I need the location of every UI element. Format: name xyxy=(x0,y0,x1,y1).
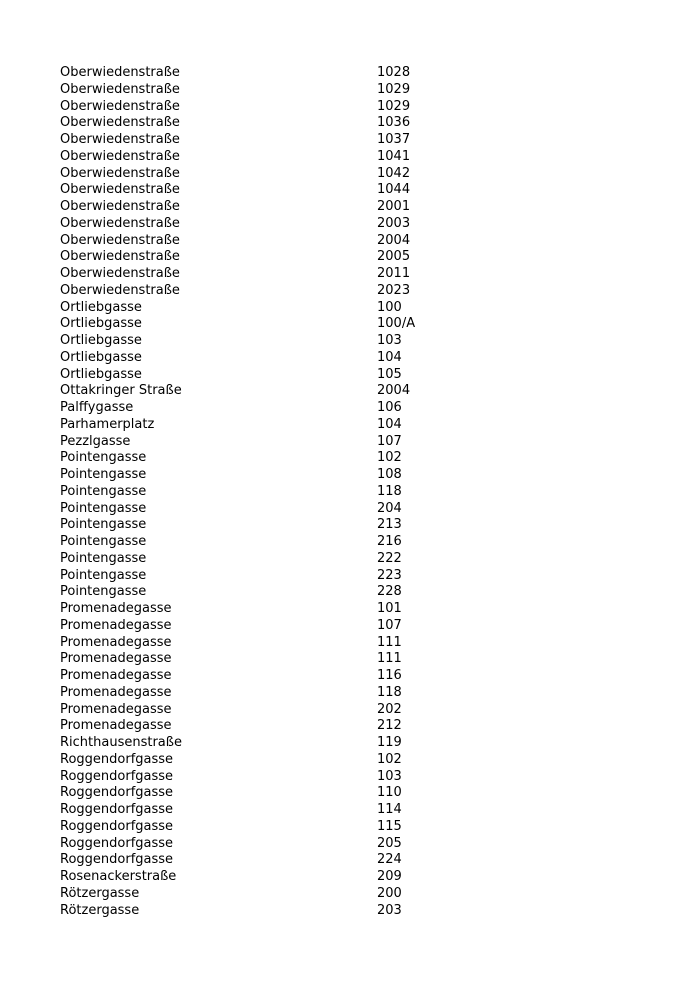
house-number: 2004 xyxy=(377,383,411,399)
street-name: Palffygasse xyxy=(60,400,134,415)
list-item xyxy=(60,501,660,518)
house-number: 204 xyxy=(377,500,402,516)
house-number: 100/A xyxy=(377,316,416,332)
street-name: Promenadegasse xyxy=(60,684,172,700)
house-number: 216 xyxy=(377,534,402,549)
list-item xyxy=(60,668,660,685)
house-number: 110 xyxy=(377,785,402,801)
street-name: Pointengasse xyxy=(60,567,147,583)
list-item xyxy=(60,534,660,551)
street-name: Oberwiedenstraße xyxy=(60,165,180,181)
house-number: 103 xyxy=(377,333,402,348)
list-item xyxy=(60,65,660,82)
house-number: 115 xyxy=(377,818,402,834)
street-name: Promenadegasse xyxy=(60,651,172,667)
street-name: Roggendorfgasse xyxy=(60,835,174,851)
house-number: 1041 xyxy=(377,148,411,164)
street-name: Pointengasse xyxy=(60,467,147,482)
house-number: 223 xyxy=(377,567,402,583)
house-number: 104 xyxy=(377,349,402,365)
house-number: 1044 xyxy=(377,182,411,198)
street-name: Oberwiedenstraße xyxy=(60,98,180,114)
street-name: Ortliebgasse xyxy=(60,366,142,382)
house-number: 200 xyxy=(377,885,402,901)
list-item xyxy=(60,802,660,819)
street-name: Pointengasse xyxy=(60,584,147,600)
house-number: 119 xyxy=(377,735,402,750)
street-name: Roggendorfgasse xyxy=(60,852,174,868)
street-name: Roggendorfgasse xyxy=(60,768,174,784)
list-item xyxy=(60,517,660,534)
list-item xyxy=(60,316,660,333)
street-name: Pointengasse xyxy=(60,500,147,516)
street-name: Promenadegasse xyxy=(60,617,172,633)
list-item xyxy=(60,551,660,568)
house-number: 222 xyxy=(377,550,402,566)
street-name: Promenadegasse xyxy=(60,601,172,616)
house-number: 1029 xyxy=(377,98,411,114)
street-name: Rötzergasse xyxy=(60,902,140,918)
street-name: Pezzlgasse xyxy=(60,433,131,449)
street-name: Oberwiedenstraße xyxy=(60,199,180,214)
street-name: Oberwiedenstraße xyxy=(60,182,180,198)
house-number: 213 xyxy=(377,517,402,533)
house-number: 1042 xyxy=(377,165,411,181)
list-item xyxy=(60,199,660,216)
list-item xyxy=(60,886,660,903)
list-item xyxy=(60,484,660,501)
street-name: Promenadegasse xyxy=(60,701,172,717)
list-item xyxy=(60,182,660,199)
house-number: 114 xyxy=(377,802,402,817)
list-item xyxy=(60,350,660,367)
list-item xyxy=(60,400,660,417)
list-item xyxy=(60,903,660,920)
house-number: 1028 xyxy=(377,65,411,80)
house-number: 102 xyxy=(377,450,402,466)
street-name: Promenadegasse xyxy=(60,634,172,650)
list-item xyxy=(60,166,660,183)
street-name: Roggendorfgasse xyxy=(60,818,174,834)
address-list xyxy=(60,65,660,919)
house-number: 209 xyxy=(377,869,402,884)
list-item xyxy=(60,333,660,350)
list-item xyxy=(60,584,660,601)
house-number: 101 xyxy=(377,601,402,616)
street-name: Oberwiedenstraße xyxy=(60,148,180,164)
list-item xyxy=(60,819,660,836)
house-number: 108 xyxy=(377,467,402,482)
house-number: 212 xyxy=(377,718,402,734)
list-item xyxy=(60,836,660,853)
list-item xyxy=(60,718,660,735)
house-number: 2003 xyxy=(377,215,411,231)
list-item xyxy=(60,735,660,752)
street-name: Pointengasse xyxy=(60,534,147,549)
street-name: Promenadegasse xyxy=(60,718,172,734)
street-name: Roggendorfgasse xyxy=(60,785,174,801)
list-item xyxy=(60,434,660,451)
street-name: Ortliebgasse xyxy=(60,316,142,332)
house-number: 2023 xyxy=(377,282,411,298)
list-item xyxy=(60,568,660,585)
house-number: 202 xyxy=(377,701,402,717)
house-number: 2004 xyxy=(377,232,411,248)
street-name: Oberwiedenstraße xyxy=(60,215,180,231)
list-item xyxy=(60,132,660,149)
list-item xyxy=(60,702,660,719)
house-number: 104 xyxy=(377,416,402,432)
street-name: Parhamerplatz xyxy=(60,416,155,432)
street-name: Pointengasse xyxy=(60,550,147,566)
street-name: Oberwiedenstraße xyxy=(60,65,180,80)
list-item xyxy=(60,417,660,434)
list-item xyxy=(60,99,660,116)
street-name: Richthausenstraße xyxy=(60,735,182,750)
list-item xyxy=(60,601,660,618)
list-item xyxy=(60,869,660,886)
list-item xyxy=(60,618,660,635)
street-name: Rosenackerstraße xyxy=(60,869,177,884)
street-name: Pointengasse xyxy=(60,450,147,466)
house-number: 107 xyxy=(377,617,402,633)
street-name: Oberwiedenstraße xyxy=(60,266,180,281)
list-item xyxy=(60,216,660,233)
street-name: Rötzergasse xyxy=(60,885,140,901)
house-number: 224 xyxy=(377,852,402,868)
street-name: Pointengasse xyxy=(60,483,147,499)
house-number: 116 xyxy=(377,668,402,683)
street-name: Pointengasse xyxy=(60,517,147,533)
list-item xyxy=(60,283,660,300)
street-name: Ortliebgasse xyxy=(60,299,142,315)
house-number: 100 xyxy=(377,299,402,315)
house-number: 228 xyxy=(377,584,402,600)
house-number: 118 xyxy=(377,483,402,499)
street-name: Oberwiedenstraße xyxy=(60,132,180,147)
list-item xyxy=(60,367,660,384)
house-number: 103 xyxy=(377,768,402,784)
list-item xyxy=(60,149,660,166)
house-number: 1037 xyxy=(377,132,411,147)
street-name: Oberwiedenstraße xyxy=(60,232,180,248)
list-item xyxy=(60,266,660,283)
house-number: 102 xyxy=(377,751,402,767)
house-number: 106 xyxy=(377,400,402,415)
list-item xyxy=(60,249,660,266)
list-item xyxy=(60,467,660,484)
list-item xyxy=(60,785,660,802)
house-number: 205 xyxy=(377,835,402,851)
list-item xyxy=(60,300,660,317)
house-number: 107 xyxy=(377,433,402,449)
street-name: Ortliebgasse xyxy=(60,333,142,348)
street-name: Ortliebgasse xyxy=(60,349,142,365)
list-item xyxy=(60,651,660,668)
street-name: Roggendorfgasse xyxy=(60,751,174,767)
street-name: Oberwiedenstraße xyxy=(60,249,180,265)
list-item xyxy=(60,82,660,99)
list-item xyxy=(60,769,660,786)
house-number: 1036 xyxy=(377,115,411,131)
house-number: 2005 xyxy=(377,249,411,265)
list-item xyxy=(60,450,660,467)
street-name: Oberwiedenstraße xyxy=(60,115,180,131)
house-number: 111 xyxy=(377,634,402,650)
house-number: 2001 xyxy=(377,199,411,214)
house-number: 111 xyxy=(377,651,402,667)
street-name: Oberwiedenstraße xyxy=(60,81,180,97)
street-name: Oberwiedenstraße xyxy=(60,282,180,298)
house-number: 118 xyxy=(377,684,402,700)
house-number: 203 xyxy=(377,902,402,918)
house-number: 1029 xyxy=(377,81,411,97)
list-item xyxy=(60,635,660,652)
list-item xyxy=(60,383,660,400)
list-item xyxy=(60,685,660,702)
list-item xyxy=(60,752,660,769)
street-name: Ottakringer Straße xyxy=(60,383,182,399)
list-item xyxy=(60,233,660,250)
list-item xyxy=(60,852,660,869)
list-item xyxy=(60,115,660,132)
street-name: Roggendorfgasse xyxy=(60,802,174,817)
house-number: 105 xyxy=(377,366,402,382)
street-name: Promenadegasse xyxy=(60,668,172,683)
house-number: 2011 xyxy=(377,266,411,281)
